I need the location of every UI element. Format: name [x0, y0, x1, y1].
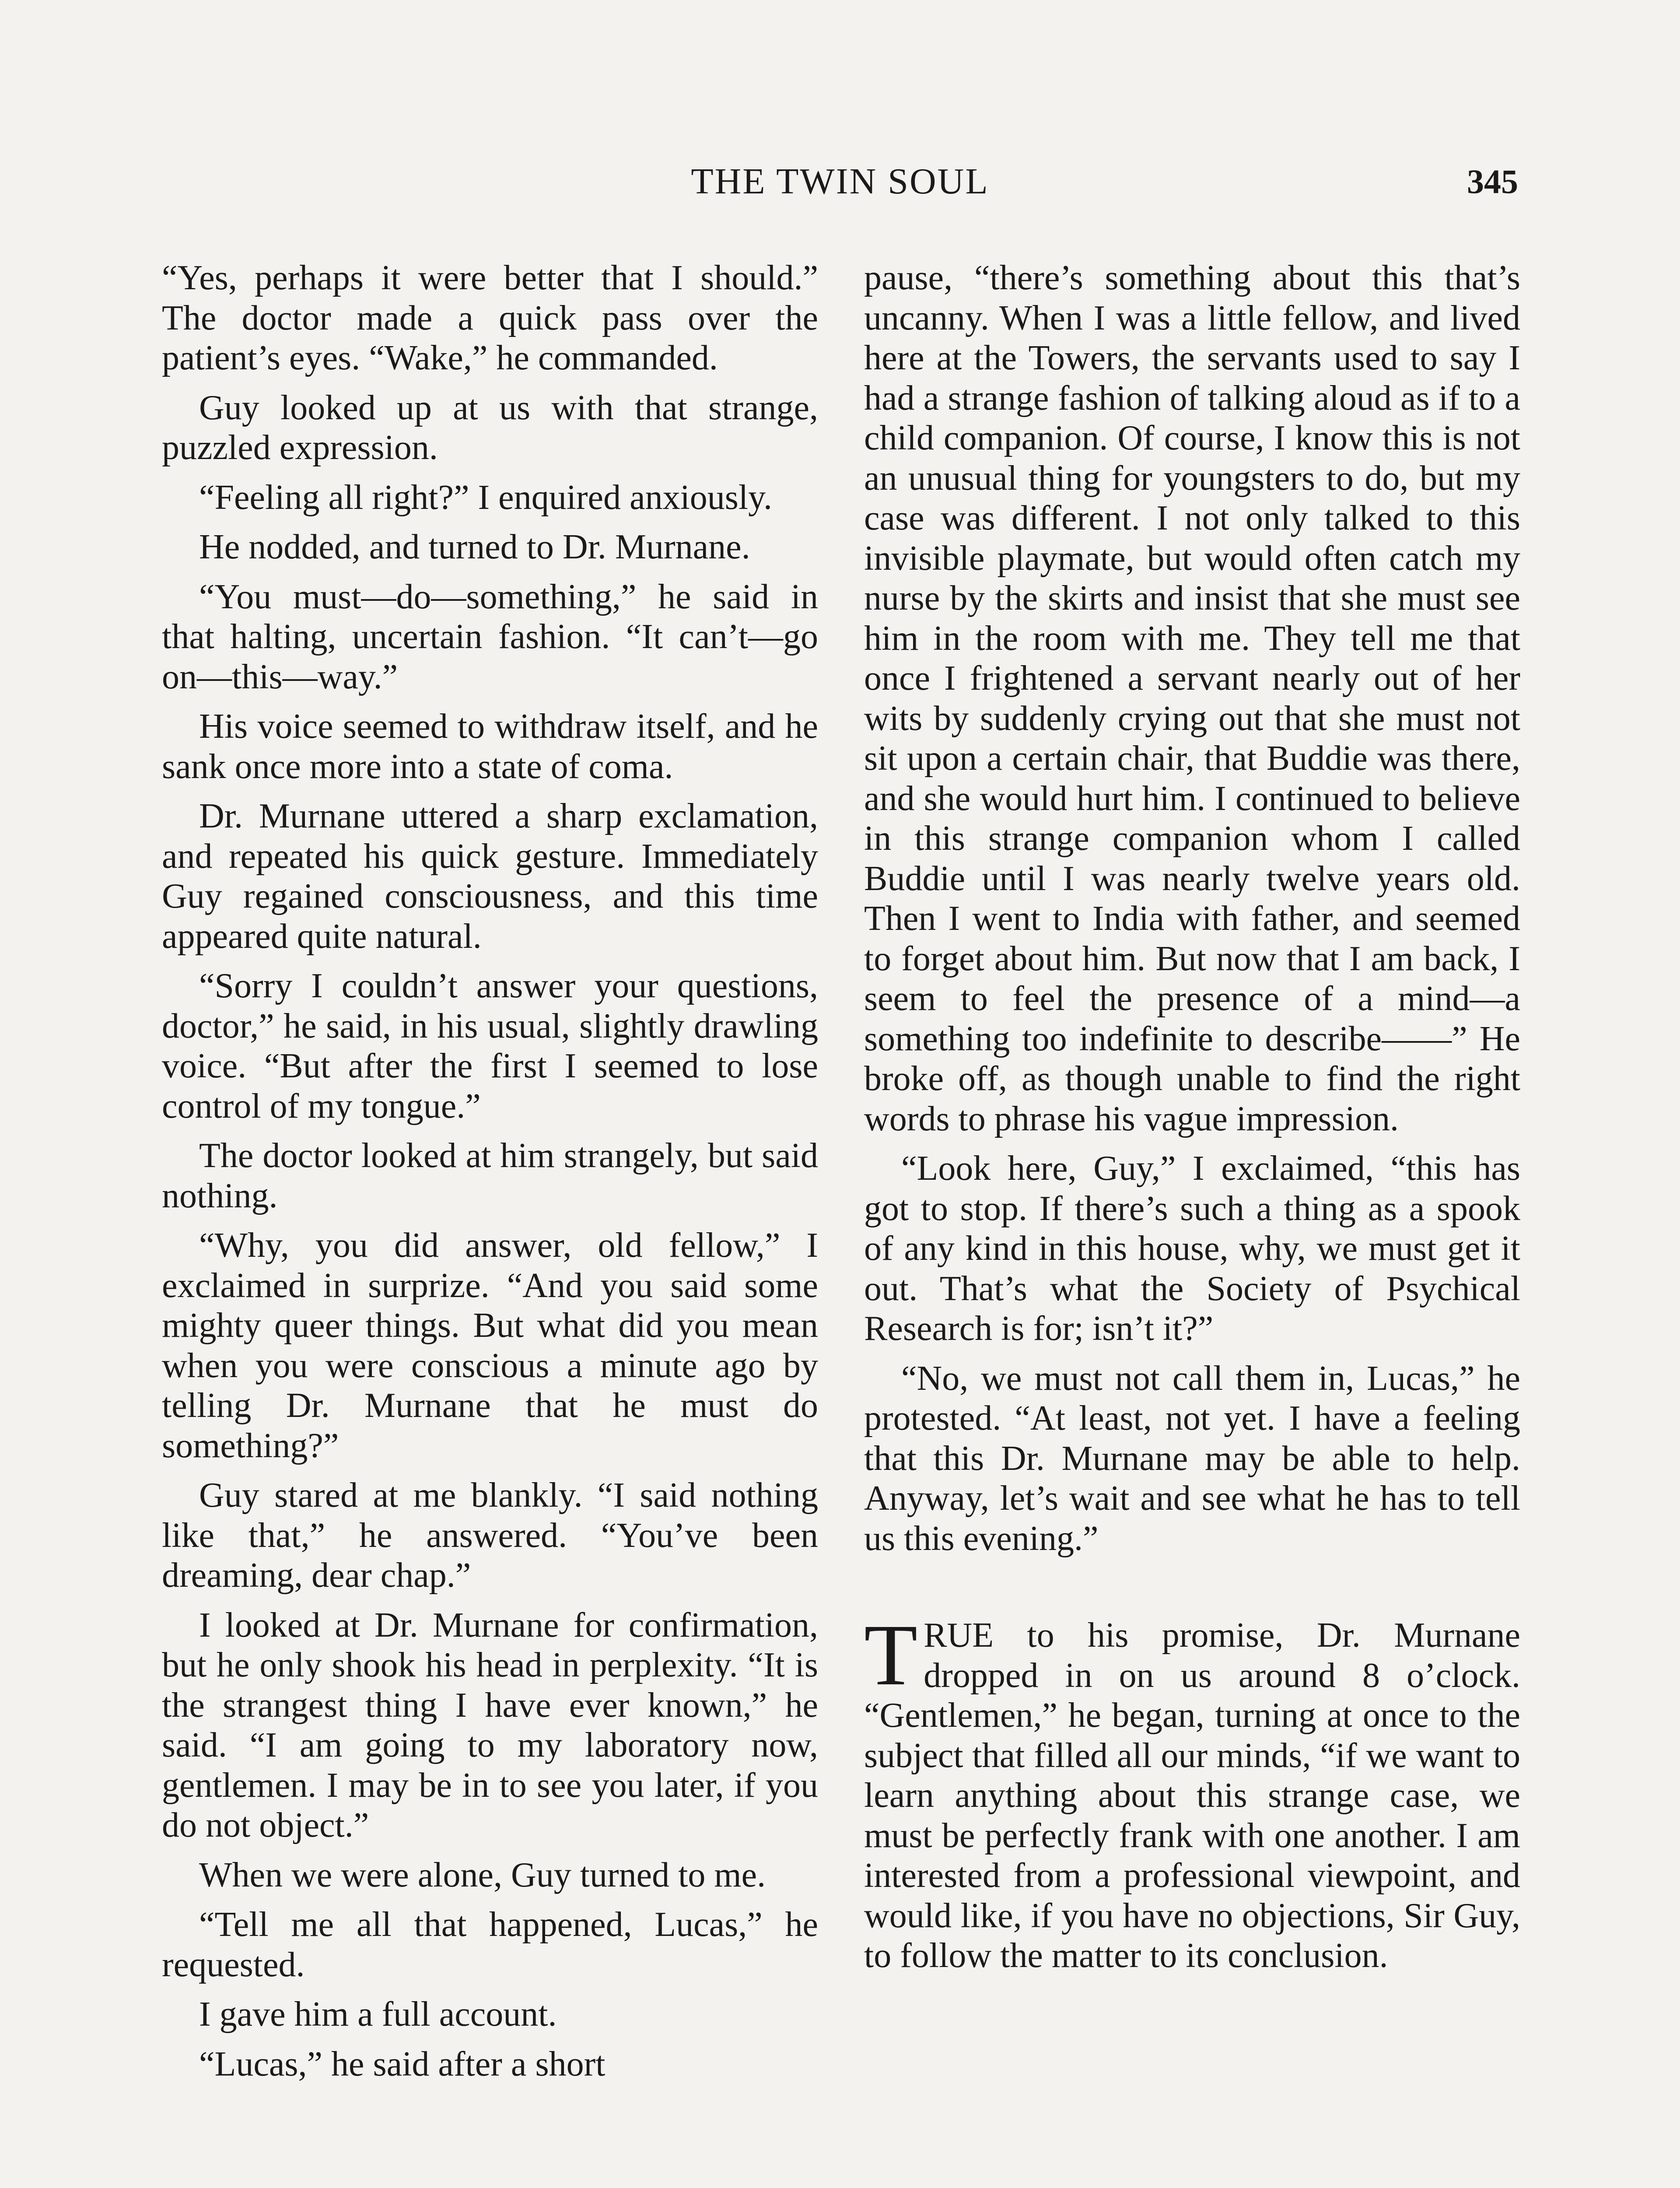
paragraph: “Sorry I couldn’t answer your questions, doctor,” he said, in his usual, slightly drawling voice. “But after the first I seemed to lose control of my tongue.” [162, 967, 818, 1126]
paragraph: “Lucas,” he said after a short [199, 2044, 606, 2083]
lead-in: RUE [924, 1616, 994, 1655]
paragraph: The doctor looked at him strangely, but said nothing. [162, 1136, 818, 1215]
running-title: THE TWIN SOUL [691, 161, 989, 202]
paragraph: “You must—do—something,” he said in that halting, uncertain fashion. “It can’t—go on—this—way.” [162, 577, 818, 696]
paragraph: Guy looked up at us with that strange, puzzled expression. [162, 388, 818, 467]
left-column [162, 258, 818, 2094]
paragraph: Guy stared at me blankly. “I said nothing like that,” he answered. “You’ve been dreaming, dear chap.” [162, 1476, 818, 1595]
paragraph: “Yes, perhaps it were better that I should.” The doctor made a quick pass over the patient’s eyes. “Wake,” he commanded. [162, 259, 818, 377]
paragraph: pause, “there’s something about this that’s uncanny. When I was a little fellow, and lived here at the Towers, the servants used to say I had a strange fashion of talking aloud as if to a child companion. Of course, I know this is not an unusual thing for youngsters to do, but my case was different. I not only talked to this invisible playmate, but would often catch my nurse by the skirts and insist that she must see him in the room with me. They tell me that once I frightened a servant nearly out of her wits by suddenly crying out that she must not sit upon a certain chair, that Buddie was there, and she would hurt him. I continued to believe in this strange companion whom I called Buddie until I was nearly twelve years old. Then I went to India with father, and seemed to forget about him. But now that I am back, I seem to feel the presence of a mind—a something too indefinite to describe——” He broke off, as though unable to find the right words to phrase his vague impression. [864, 259, 1520, 1138]
paragraph: His voice seemed to withdraw itself, and he sank once more into a state of coma. [162, 707, 818, 786]
right-column [864, 258, 1520, 1986]
section-opening-paragraph [864, 1607, 1520, 1976]
section-text: to his promise, Dr. Murnane dropped in on us around 8 o’clock. “Gentlemen,” he began, turning at once to the subject that filled all our minds, “if we want to learn anything about this strange case, we must be perfectly frank with one another. I am interested from a professional viewpoint, and would like, if you have no objections, Sir Guy, to follow the matter to its conclusion. [864, 1616, 1520, 1975]
drop-cap: T [864, 1607, 918, 1704]
paragraph: “Tell me all that happened, Lucas,” he requested. [162, 1905, 818, 1984]
paragraph: “Why, you did answer, old fellow,” I exclaimed in surprize. “And you said some mighty queer things. But what did you mean when you were conscious a minute ago by telling Dr. Murnane that he must do something?” [162, 1226, 818, 1465]
paragraph: Dr. Murnane uttered a sharp exclamation, and repeated his quick gesture. Immediately Guy regained consciousness, and this time appeared quite natural. [162, 797, 818, 956]
paragraph: I looked at Dr. Murnane for confirmation, but he only shook his head in perplexity. “It is the strangest thing I have ever known,” he said. “I am going to my laboratory now, gentlemen. I may be in to see you later, if you do not object.” [162, 1606, 818, 1844]
page-number: 345 [1467, 162, 1518, 200]
paragraph: I gave him a full account. [199, 1995, 557, 2034]
paragraph: He nodded, and turned to Dr. Murnane. [199, 528, 750, 566]
paragraph: “Feeling all right?” I enquired anxiously. [199, 478, 772, 517]
paragraph: “Look here, Guy,” I exclaimed, “this has got to stop. If there’s such a thing as a spook of any kind in this house, why, we must get it out. That’s what the Society of Psychical Research is for; isn’t it?” [864, 1149, 1520, 1348]
paragraph: “No, we must not call them in, Lucas,” he protested. “At least, not yet. I have a feeling that this Dr. Murnane may be able to help. Anyway, let’s wait and see what he has to tell us this evening.” [864, 1359, 1520, 1558]
running-head [162, 158, 1518, 206]
paragraph: When we were alone, Guy turned to me. [199, 1855, 766, 1894]
